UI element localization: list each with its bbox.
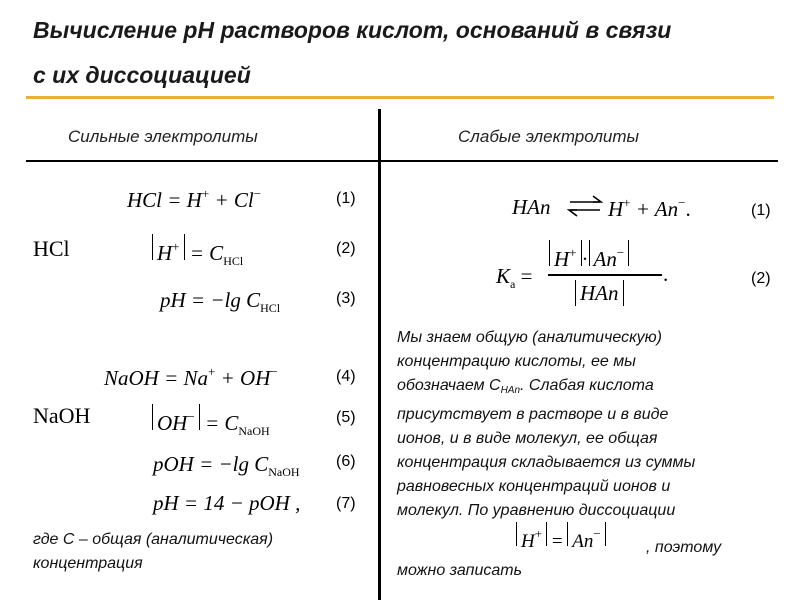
equation-5-left [152, 404, 270, 439]
r-eq1-h: H [608, 197, 624, 221]
eq5-sup: − [187, 409, 195, 424]
equation-2-right-numerator [549, 240, 629, 272]
equation-4-left-number: (4) [336, 368, 356, 385]
text-line-3-b: Слабая кислота [528, 377, 654, 394]
text-line-8: молекул. По уравнению диссоциации [397, 502, 676, 519]
equation-1-right-number: (1) [751, 202, 771, 219]
r-eq2-ksub: a [510, 277, 516, 291]
text-line-2: концентрацию кислоты, ее мы [397, 353, 636, 370]
eq1-sup1: + [201, 186, 210, 201]
r-eq1-mid: + An [630, 197, 679, 221]
r-eq3-eq: = [547, 531, 568, 552]
equation-5-left-number: (5) [336, 409, 356, 426]
equation-2-right-number: (2) [751, 270, 771, 287]
eq2-bracket [152, 234, 185, 265]
left-column-header: Сильные электролиты [68, 127, 258, 146]
hcl-label: HCl [33, 236, 70, 261]
text-line-6: концентрация складывается из суммы [397, 454, 696, 471]
equation-2-right-denominator [575, 280, 624, 306]
equation-1-left [127, 186, 261, 213]
eq4-lhs: NaOH = Na [104, 366, 209, 390]
r-eq2-h: H [554, 247, 570, 271]
text-line-7: равновесных концентраций ионов и [397, 478, 671, 495]
equation-4-left [104, 364, 278, 391]
eq6-sub: NaOH [268, 465, 300, 479]
equation-6-left-number: (6) [336, 453, 356, 470]
eq4-mid: + OH [215, 366, 271, 390]
text-line-3-a: обозначаем С [397, 377, 501, 394]
equation-7-left-number: (7) [336, 495, 356, 512]
r-eq2-h-bracket [549, 240, 582, 271]
eq2-h: H [157, 241, 173, 265]
eq1-lhs: HCl = H [127, 188, 202, 212]
column-divider [378, 109, 381, 600]
naoh-label: NaOH [33, 403, 91, 428]
r-eq3-h-bracket [516, 522, 547, 552]
equation-1-right-rhs [608, 195, 691, 222]
r-eq3-an: An [572, 531, 594, 552]
r-eq2-den-bracket [575, 280, 624, 306]
footnote-line-2: концентрация [33, 555, 143, 572]
r-eq3-h: H [521, 531, 535, 552]
fraction-bar [548, 274, 662, 276]
eq4-sup2: − [270, 364, 278, 379]
r-eq2-k: K [496, 264, 511, 288]
title-line-2: с их диссоциацией [33, 62, 251, 88]
right-explanation-text [397, 326, 695, 523]
r-eq2-eq: = [515, 264, 533, 288]
eq3-sub: HCl [260, 301, 281, 315]
last-line-text: можно записать [397, 562, 522, 579]
r-eq2-an-bracket [589, 240, 630, 271]
eq5-eq: = C [199, 411, 239, 435]
c-hAn-subscript: HAn [500, 385, 521, 396]
page-title [33, 8, 783, 98]
eq6-lhs: pOH = −lg C [153, 452, 269, 476]
eq1-mid: + Cl [209, 188, 254, 212]
equation-3-left [160, 288, 280, 316]
eq5-bracket [152, 404, 200, 435]
r-eq1-end: . [685, 197, 691, 221]
equation-3-left-number: (3) [336, 290, 356, 307]
r-eq1-sup1: + [623, 195, 631, 210]
text-line-1: Мы знаем общую (аналитическую) [397, 329, 662, 346]
equation-1-right-lhs [512, 195, 551, 220]
eq5-oh: OH [157, 411, 188, 435]
text-line-4: присутствует в растворе и в виде [397, 406, 669, 423]
eq5-sub: NaOH [238, 424, 270, 438]
title-underline [26, 96, 774, 99]
poetomu-text: , поэтому [646, 539, 722, 556]
text-line-3-period: . [520, 377, 525, 394]
eq2-sub: HCl [223, 254, 244, 268]
equation-7-left [153, 491, 300, 516]
r-eq1-lhs: HAn [512, 195, 551, 219]
equation-2-left [152, 234, 243, 269]
equation-1-left-number: (1) [336, 190, 356, 207]
equation-6-left [153, 452, 300, 480]
left-footnote [33, 528, 273, 576]
eq7-lhs: pH = 14 − pOH , [153, 491, 301, 515]
r-eq2-an: An [593, 247, 617, 271]
footnote-line-1: где С – общая (аналитическая) [33, 531, 274, 548]
header-divider [26, 160, 778, 162]
equation-2-right-lhs [496, 264, 532, 292]
r-eq3-sup1: + [534, 526, 543, 541]
text-line-5: ионов, и в виде молекул, ее общая [397, 430, 658, 447]
r-eq2-hsup: + [569, 245, 577, 260]
eq2-eq: = C [184, 241, 224, 265]
eq1-sup2: − [253, 186, 262, 201]
r-eq2-ansup: − [616, 245, 625, 260]
r-eq3-sup2: − [593, 526, 601, 541]
title-line-1: Вычисление рН растворов кислот, оснований в связи [33, 17, 672, 43]
eq2-sup: + [172, 239, 180, 254]
equation-3-right [516, 522, 606, 553]
text-line-3 [397, 374, 695, 403]
right-column-header: Слабые электролиты [458, 127, 640, 146]
eq4-sup1: + [208, 364, 216, 379]
r-eq2-dot: · [581, 247, 589, 271]
eq3-lhs: pH = −lg C [160, 288, 261, 312]
equation-2-right-end: . [663, 262, 669, 286]
equilibrium-arrows-icon [566, 193, 604, 219]
r-eq3-an-bracket [567, 522, 605, 552]
r-eq2-den: HAn [580, 281, 619, 305]
r-eq1-sup2: − [678, 195, 686, 210]
equation-2-left-number: (2) [336, 240, 356, 257]
